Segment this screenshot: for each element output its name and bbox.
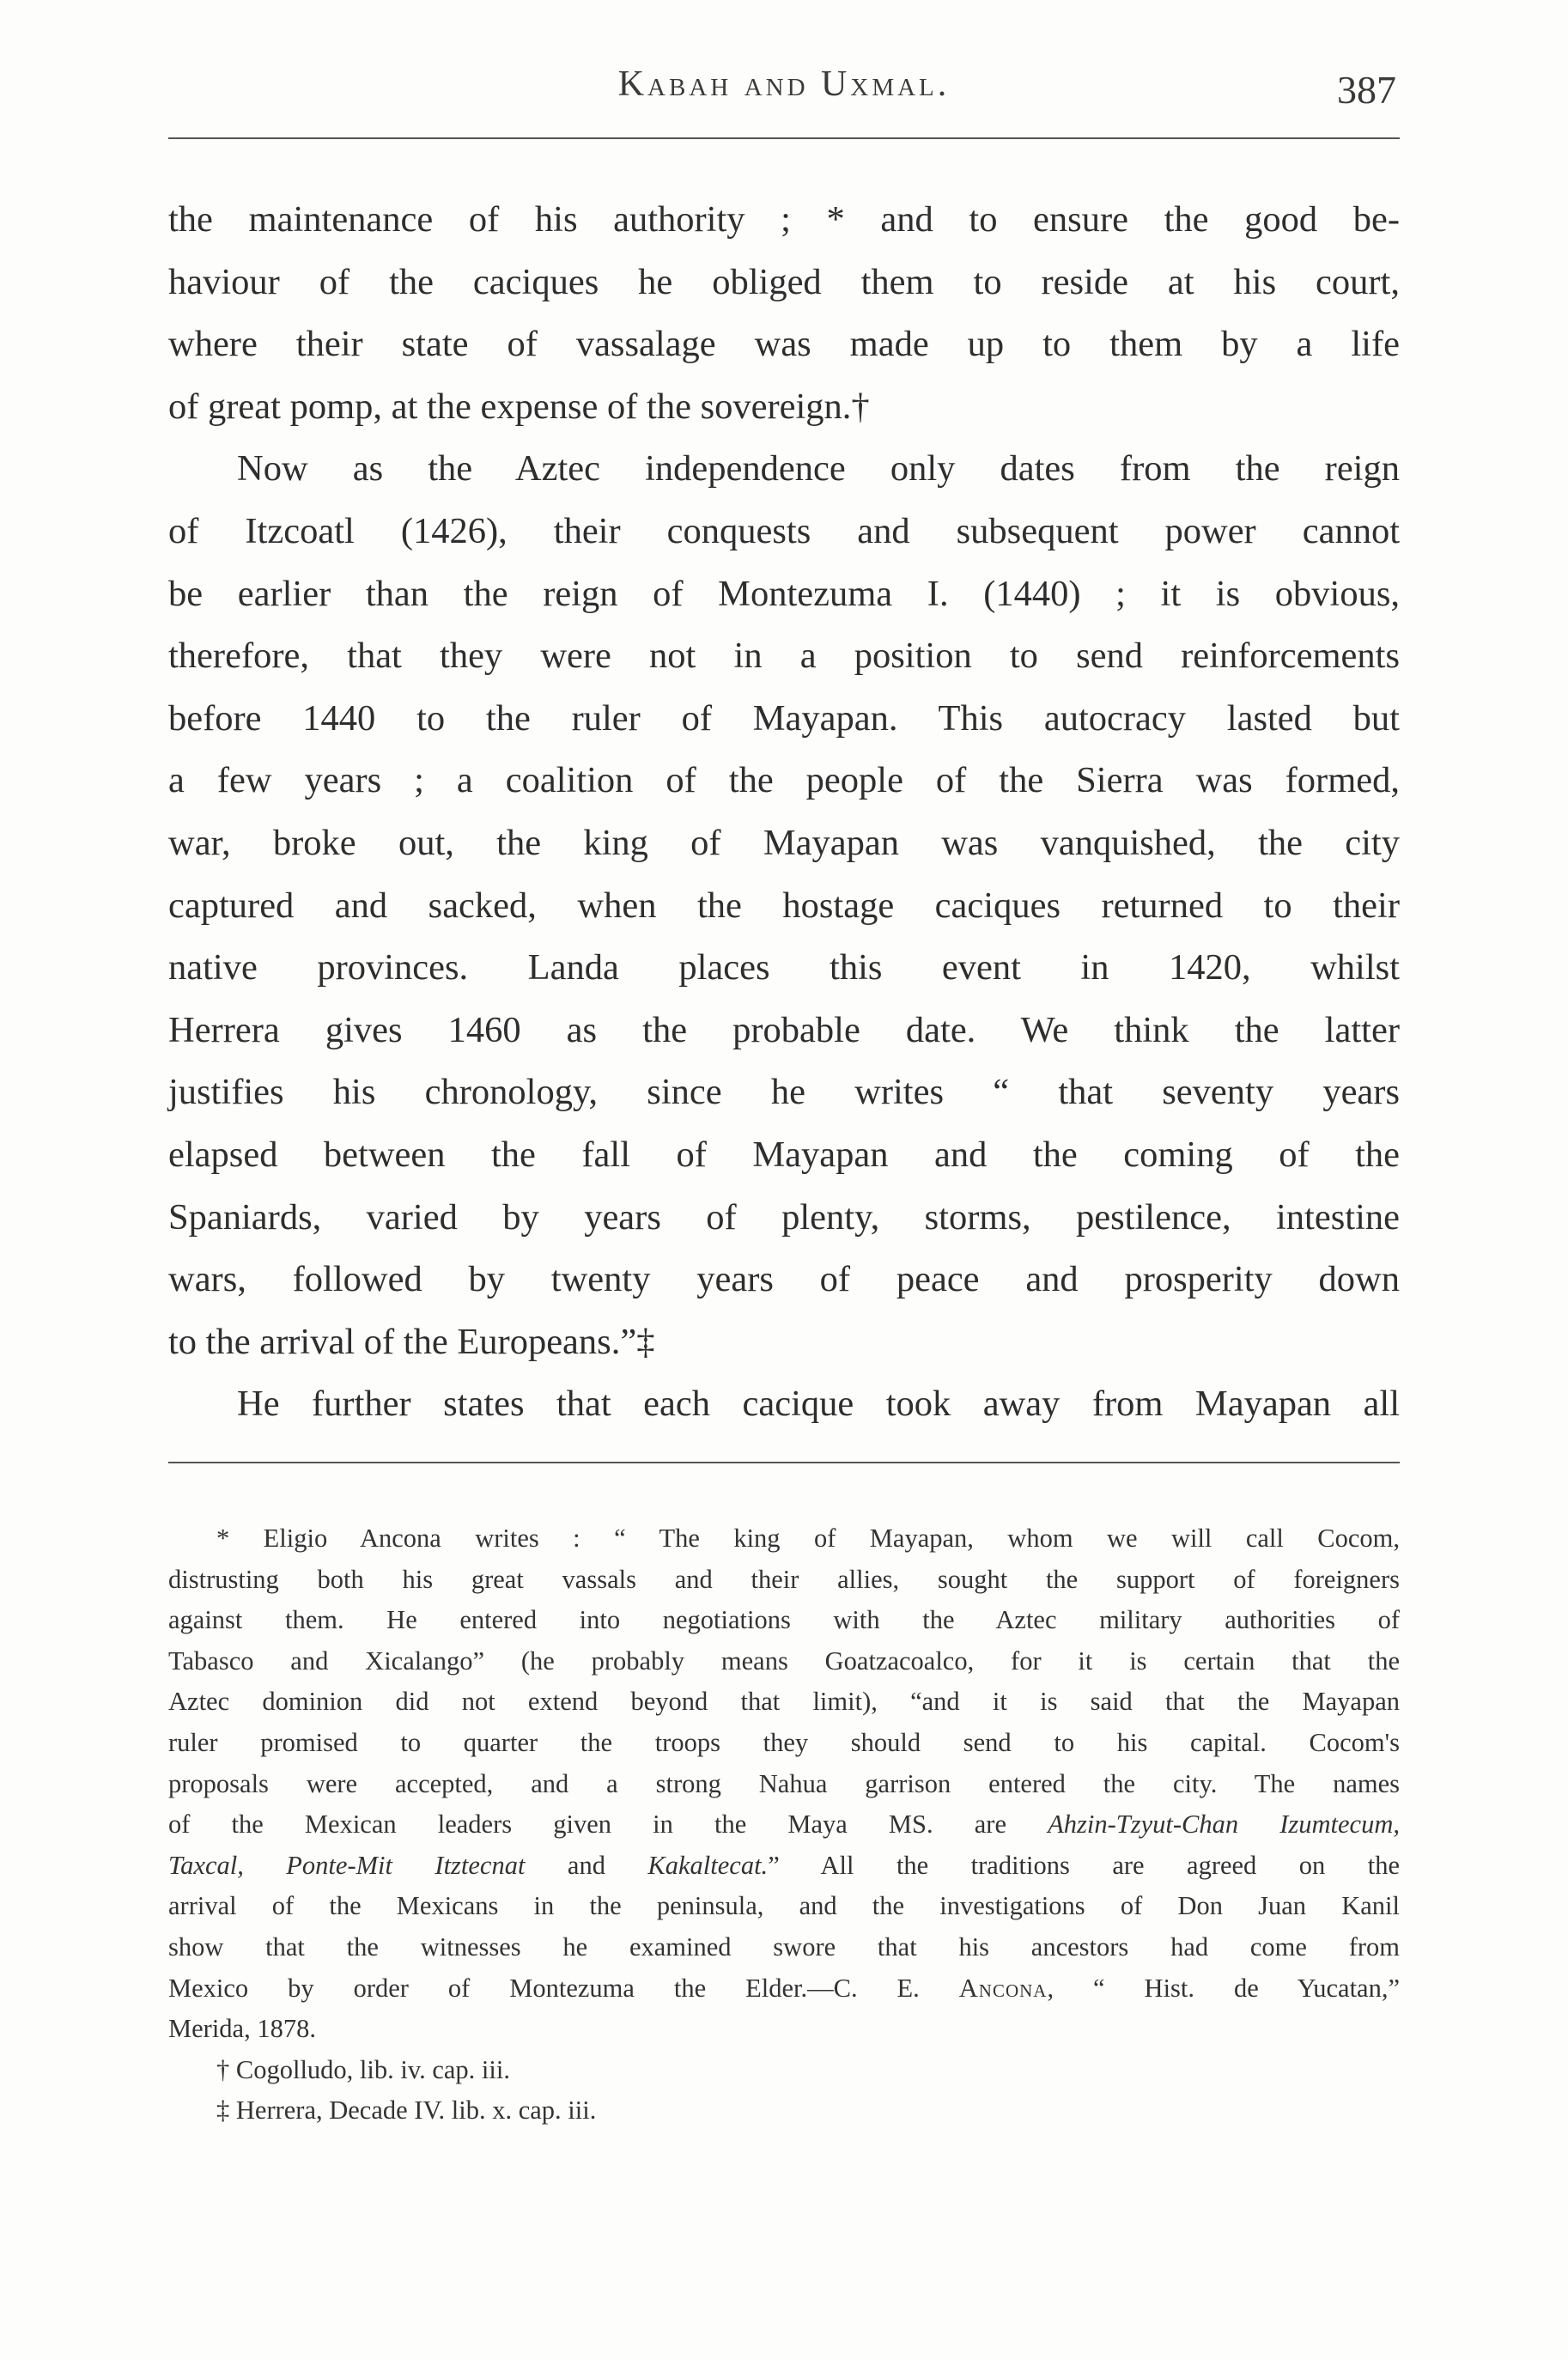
text-line: captured and sacked, when the hostage caciques returned to their	[168, 885, 1400, 926]
text-line: Herrera gives 1460 as the probable date. We think the latter	[168, 1009, 1400, 1050]
footnote-rule	[168, 1462, 1400, 1463]
paragraph-3	[168, 1373, 1400, 1436]
footnote-line: show that the witnesses he examined swore that his ancestors had come from	[168, 1931, 1400, 1962]
text-line: justifies his chronology, since he writes “ that seventy years	[168, 1072, 1400, 1113]
footnote-text: Mexico by order of Montezuma the Elder.—C. E.	[168, 1973, 959, 2003]
text-line: Now as the Aztec independence only dates from the reign	[237, 448, 1400, 490]
footnote-line: Aztec dominion did not extend beyond that limit), “and it is said that the Mayapan	[168, 1687, 1400, 1717]
footnote-line	[168, 1968, 1400, 2010]
text-line: a few years ; a coalition of the people of the Sierra was formed,	[168, 760, 1400, 801]
text-line: native provinces. Landa places this event in 1420, whilst	[168, 947, 1400, 988]
page-number: 387	[1337, 68, 1396, 112]
leader-names-italic: Ahzin-Tzyut-Chan Izumtecum,	[1048, 1810, 1400, 1840]
footnote-double-dagger: ‡ Herrera, Decade IV. lib. x. cap. iii.	[216, 2095, 597, 2126]
footnote-line: ruler promised to quarter the troops they should send to his capital. Cocom's	[168, 1727, 1400, 1757]
footnote-text: , “ Hist. de Yucatan,”	[1047, 1973, 1400, 2003]
running-head	[168, 53, 1400, 131]
paragraph-2	[168, 438, 1400, 1373]
header-rule	[168, 137, 1400, 139]
leader-names-italic: Taxcal, Ponte-Mit Itztecnat	[168, 1850, 526, 1880]
text-line: Spaniards, varied by years of plenty, storms, pestilence, intestine	[168, 1196, 1400, 1238]
text-line: He further states that each cacique took away from Mayapan all	[237, 1384, 1400, 1425]
text-line: wars, followed by twenty years of peace and prosperity down	[168, 1259, 1400, 1300]
running-title: Kabah and Uxmal.	[617, 64, 951, 104]
text-line: before 1440 to the ruler of Mayapan. This autocracy lasted but	[168, 697, 1400, 739]
footnotes	[168, 1518, 1400, 2132]
footnote-line	[168, 1804, 1400, 1846]
text-line: elapsed between the fall of Mayapan and the coming of the	[168, 1134, 1400, 1175]
text-line: haviour of the caciques he obliged them to reside at his court,	[168, 261, 1400, 302]
leader-names-italic: Kakaltecat.	[647, 1850, 769, 1880]
text-line: war, broke out, the king of Mayapan was vanquished, the city	[168, 822, 1400, 863]
footnote-dagger: † Cogolludo, lib. iv. cap. iii.	[216, 2054, 510, 2084]
footnote-asterisk	[168, 1518, 1400, 2050]
footnote-line: * Eligio Ancona writes : “ The king of Mayapan, whom we will call Cocom,	[216, 1524, 1400, 1553]
paragraph-1	[168, 189, 1400, 438]
text-line: therefore, that they were not in a position to send reinforcements	[168, 636, 1400, 677]
footnote-line: proposals were accepted, and a strong Nahua garrison entered the city. The names	[168, 1768, 1400, 1798]
author-smallcaps: Ancona	[958, 1973, 1048, 2003]
footnote-line	[168, 1846, 1400, 1887]
footnote-line: Tabasco and Xicalango” (he probably means Goatzacoalco, for it is certain that the	[168, 1645, 1400, 1676]
footnote-text: and	[525, 1850, 648, 1880]
footnote-text: ” All the traditions are agreed on the	[768, 1850, 1400, 1880]
text-line: where their state of vassalage was made up to them by a life	[168, 324, 1400, 365]
text-line: of Itzcoatl (1426), their conquests and subsequent power cannot	[168, 510, 1400, 551]
text-line: of great pomp, at the expense of the sovereign.†	[168, 386, 870, 427]
footnote-line: Merida, 1878.	[168, 2014, 316, 2044]
footnote-line: distrusting both his great vassals and their allies, sought the support of foreigners	[168, 1564, 1400, 1594]
body-text	[168, 189, 1400, 1436]
text-line: to the arrival of the Europeans.”‡	[168, 1321, 655, 1362]
footnote-text: of the Mexican leaders given in the Maya MS. are	[168, 1810, 1048, 1840]
footnote-line: arrival of the Mexicans in the peninsula, and the investigations of Don Juan Kanil	[168, 1891, 1400, 1921]
text-line: the maintenance of his authority ; * and to ensure the good be-	[168, 199, 1400, 240]
text-line: be earlier than the reign of Montezuma I. (1440) ; it is obvious,	[168, 573, 1400, 614]
footnote-line: against them. He entered into negotiations with the Aztec military authorities of	[168, 1605, 1400, 1635]
